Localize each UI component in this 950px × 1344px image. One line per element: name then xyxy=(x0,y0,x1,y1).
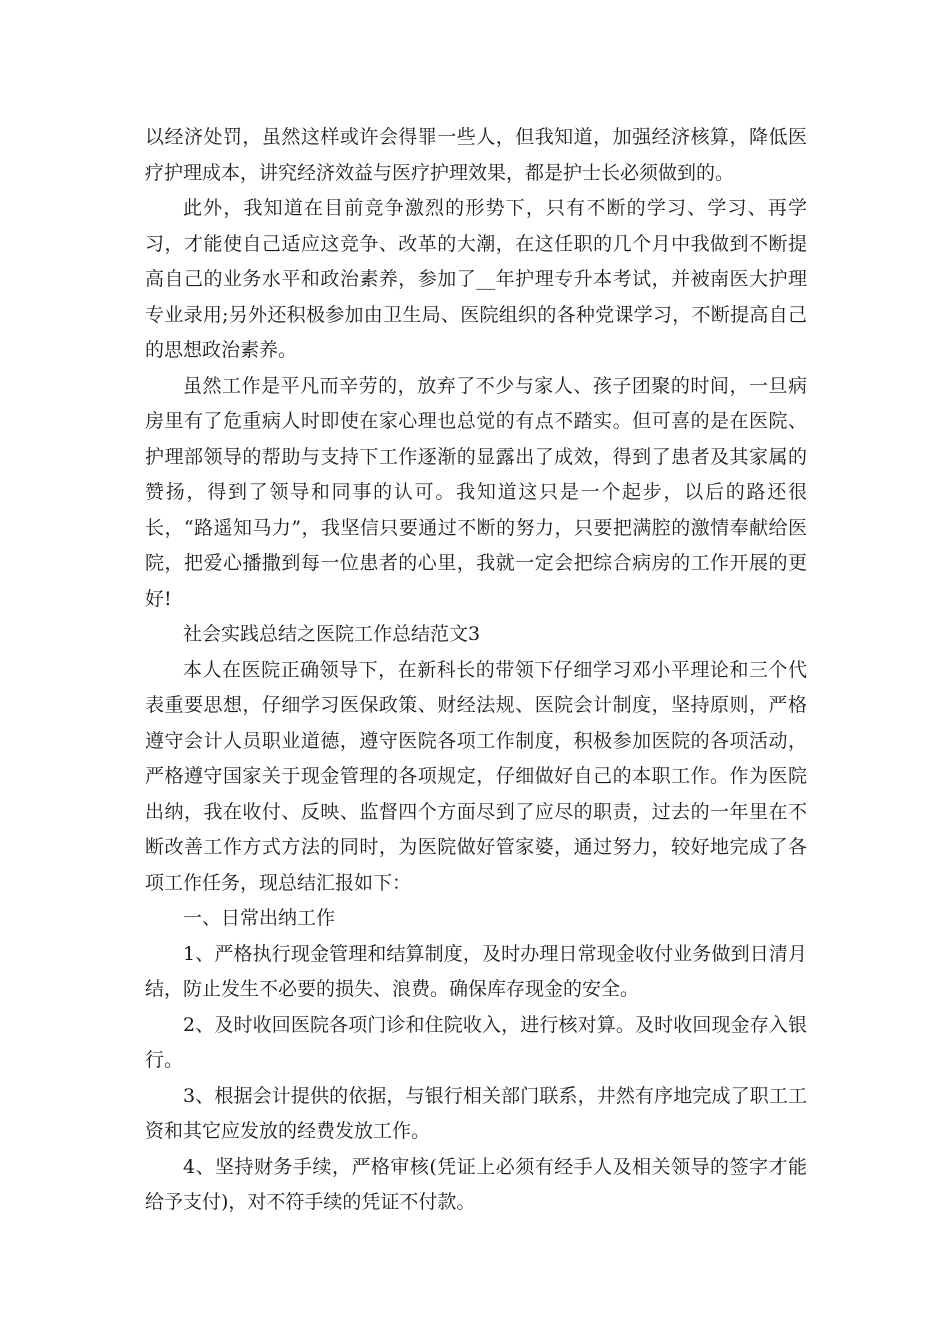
list-item: 1、严格执行现金管理和结算制度，及时办理日常现金收付业务做到日清月结，防止发生不必要的损失、浪费。确保库存现金的安全。 xyxy=(145,942,807,1000)
paragraph: 以经济处罚，虽然这样或许会得罪一些人，但我知道，加强经济核算，降低医疗护理成本，讲究经济效益与医疗护理效果，都是护士长必须做到的。 xyxy=(145,126,807,184)
list-item: 2、及时收回医院各项门诊和住院收入，进行核对算。及时收回现金存入银行。 xyxy=(145,1013,807,1071)
paragraph: 虽然工作是平凡而辛劳的，放弃了不少与家人、孩子团聚的时间，一旦病房里有了危重病人时即使在家心理也总觉的有点不踏实。但可喜的是在医院、护理部领导的帮助与支持下工作逐渐的显露出了成效，得到了患者及其家属的赞扬，得到了领导和同事的认可。我知道这只是一个起步，以后的路还很长，“路遥知马力”，我坚信只要通过不断的努力，只要把满腔的激情奉献给医院，把爱心播撒到每一位患者的心里，我就一定会把综合病房的工作开展的更好! xyxy=(145,374,807,610)
paragraph: 本人在医院正确领导下，在新科长的带领下仔细学习邓小平理论和三个代表重要思想，仔细学习医保政策、财经法规、医院会计制度，坚持原则，严格遵守会计人员职业道德，遵守医院各项工作制度，积极参加医院的各项活动，严格遵守国家关于现金管理的各项规定，仔细做好自己的本职工作。作为医院出纳，我在收付、反映、监督四个方面尽到了应尽的职责，过去的一年里在不断改善工作方式方法的同时，为医院做好管家婆，通过努力，较好地完成了各项工作任务，现总结汇报如下： xyxy=(145,658,807,894)
section-title: 社会实践总结之医院工作总结范文3 xyxy=(183,623,481,645)
document-body xyxy=(145,120,807,1221)
list-item: 3、根据会计提供的依据，与银行相关部门联系，井然有序地完成了职工工资和其它应发放的经费发放工作。 xyxy=(145,1084,807,1142)
section-heading: 一、日常出纳工作 xyxy=(183,907,336,929)
list-item: 4、坚持财务手续，严格审核(凭证上必须有经手人及相关领导的签字才能给予支付)，对不符手续的凭证不付款。 xyxy=(145,1155,807,1213)
paragraph: 此外，我知道在目前竞争激烈的形势下，只有不断的学习、学习、再学习，才能使自己适应这竞争、改革的大潮，在这任职的几个月中我做到不断提高自己的业务水平和政治素养，参加了__年护理专升本考试，并被南医大护理专业录用;另外还积极参加由卫生局、医院组织的各种党课学习，不断提高自己的思想政治素养。 xyxy=(145,197,807,361)
